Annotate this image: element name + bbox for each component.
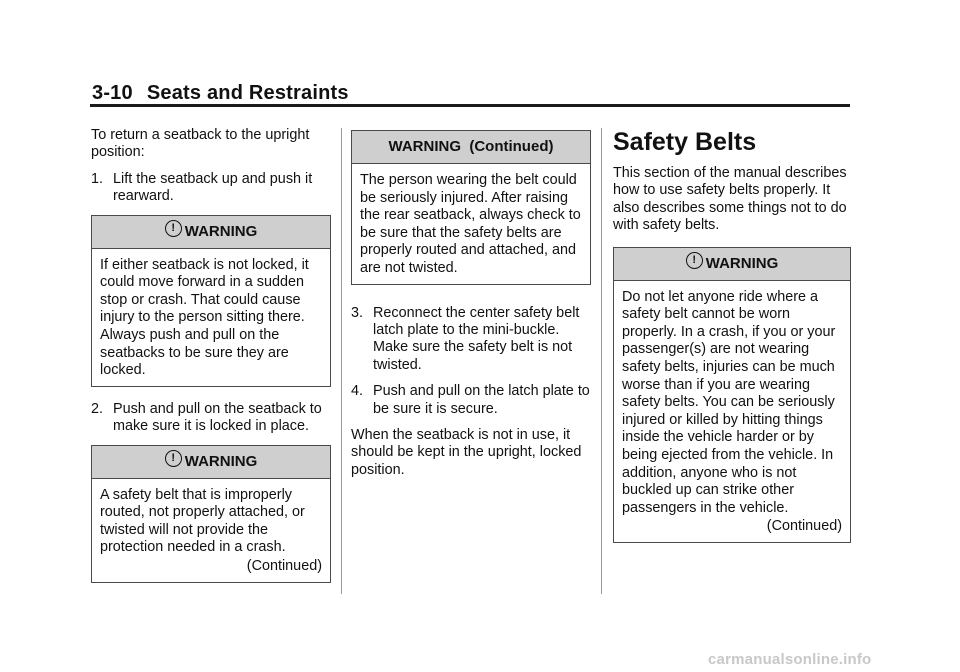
- column-divider: [341, 128, 342, 594]
- step-text: Lift the seatback up and push it rearward.: [113, 170, 313, 205]
- continued-label: (Continued): [246, 557, 322, 574]
- step-text: Push and pull on the latch plate to be sure it is secure.: [373, 383, 590, 417]
- step-1: [91, 171, 331, 206]
- warning-header: [92, 216, 330, 249]
- step-number: 2.: [91, 400, 104, 417]
- warning-title: WARNING: [705, 254, 779, 272]
- chapter-title: Seats and Restraints: [146, 82, 349, 104]
- step-2: [91, 401, 331, 436]
- step-text: Reconnect the center safety belt latch plate to the mini-buckle. Make sure the safety belt is not twisted.: [373, 304, 580, 373]
- step-3: [351, 305, 591, 375]
- warning-text: A safety belt that is improperly routed, not properly attached, or twisted will not provide the protection needed in a crash.: [100, 486, 305, 556]
- header-rule: [90, 104, 850, 107]
- continued-label: (Continued): [766, 518, 842, 535]
- warning-title: WARNING (Continued): [388, 138, 554, 156]
- warning-body: If either seatback is not locked, it could move forward in a sudden stop or crash. That could cause injury to the person sitting there. Always push and pull on the seatbacks to be sure they are locked.: [100, 256, 309, 379]
- warning-header: [352, 131, 590, 164]
- warning-body: The person wearing the belt could be seriously injured. After raising the rear seatback, always check to be sure that the safety belts are properly routed and attached, and are not twisted.: [360, 172, 581, 276]
- page-header: [92, 82, 349, 105]
- page-number: 3-10: [92, 82, 133, 104]
- step-number: 1.: [91, 170, 104, 187]
- warning-icon: !: [686, 252, 703, 269]
- column-divider: [601, 128, 602, 594]
- section-title: Safety Belts: [613, 128, 757, 156]
- warning-body: [614, 281, 850, 542]
- intro-paragraph: To return a seatback to the upright position:: [91, 127, 310, 161]
- step-text: Push and pull on the seatback to make sure it is locked in place.: [113, 400, 322, 435]
- warning-icon: !: [165, 450, 182, 467]
- warning-body: [92, 479, 330, 582]
- warning-header: [92, 446, 330, 479]
- warning-box: [91, 215, 331, 387]
- closing-paragraph: When the seatback is not in use, it should be kept in the upright, locked position.: [351, 427, 582, 478]
- column-1: [91, 127, 331, 597]
- warning-header: [614, 248, 850, 281]
- warning-box: [351, 130, 591, 285]
- column-3: [613, 127, 851, 557]
- warning-box: [91, 445, 331, 583]
- column-2: [351, 130, 591, 488]
- step-4: [351, 383, 591, 418]
- section-intro: This section of the manual describes how to use safety belts properly. It also describes some things not to do with safety belts.: [613, 165, 847, 234]
- watermark-text: carmanualsonline.info: [708, 651, 872, 668]
- step-number: 4.: [351, 383, 364, 400]
- warning-title: WARNING: [184, 452, 258, 470]
- warning-icon: !: [165, 220, 182, 237]
- warning-text: Do not let anyone ride where a safety belt cannot be worn properly. In a crash, if you or your passenger(s) are not wearing safety belts, injuries can be much worse than if you are wearing safety belts. You can be seriously injured or killed by hitting things inside the vehicle harder or by being ejected from the vehicle. In addition, anyone who is not buckled up can strike other passengers in the vehicle.: [622, 288, 836, 516]
- warning-title: WARNING: [184, 222, 258, 240]
- warning-box: [613, 247, 851, 543]
- step-number: 3.: [351, 304, 364, 321]
